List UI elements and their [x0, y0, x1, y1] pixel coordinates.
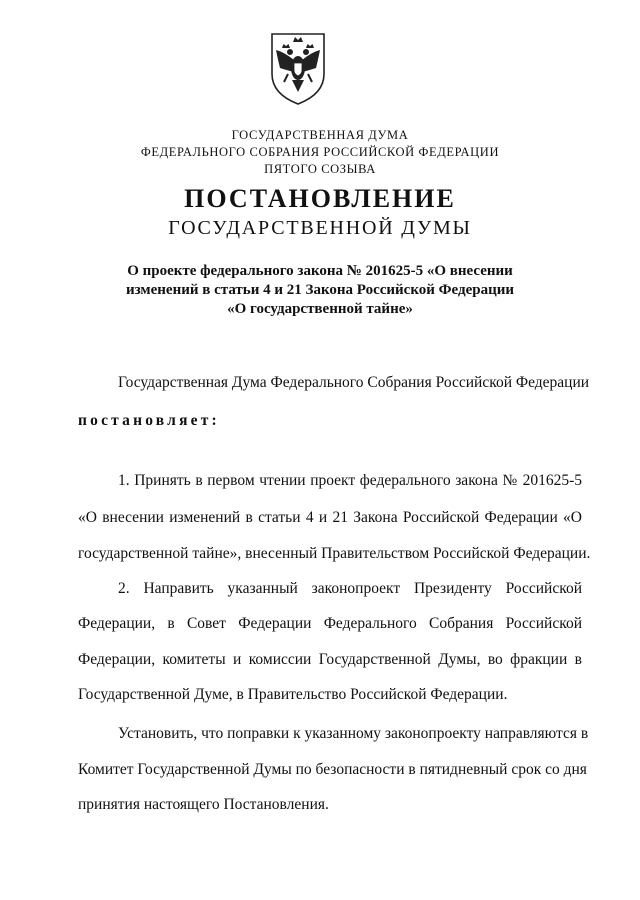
document-subtitle: ГОСУДАРСТВЕННОЙ ДУМЫ: [168, 217, 472, 239]
preamble-text: Государственная Дума Федерального Собрания Российской Федерации: [118, 374, 590, 391]
item2-line: Федерации, в Совет Федерации Федерального Собрания Российской: [78, 615, 582, 632]
item3-line: Комитет Государственной Думы по безопасности в пятидневный срок со дня: [78, 761, 587, 778]
item1-line: 1. Принять в первом чтении проект федерального закона № 201625-5: [118, 472, 582, 489]
item2-line: Государственной Думе, в Правительство Российской Федерации.: [78, 686, 508, 703]
resolves-text: постановляет:: [78, 412, 220, 429]
document-title: ПОСТАНОВЛЕНИЕ: [184, 184, 456, 213]
header-line-convocation: ПЯТОГО СОЗЫВА: [264, 162, 376, 176]
subject-line: «О государственной тайне»: [227, 301, 413, 317]
item1-line: государственной тайне», внесенный Правительством Российской Федерации.: [78, 545, 591, 562]
item2-line: 2. Направить указанный законопроект Президенту Российской: [118, 580, 582, 597]
document-header: [0, 127, 640, 178]
item2-line: Федерации, комитеты и комиссии Государственной Думы, во фракции в: [78, 651, 582, 668]
item1-line: «О внесении изменений в статьи 4 и 21 Закона Российской Федерации «О: [78, 509, 582, 526]
header-line-assembly: ФЕДЕРАЛЬНОГО СОБРАНИЯ РОССИЙСКОЙ ФЕДЕРАЦИИ: [140, 145, 500, 159]
subject-line: изменений в статьи 4 и 21 Закона Российской Федерации: [125, 282, 515, 298]
header-line-duma: ГОСУДАРСТВЕННАЯ ДУМА: [231, 128, 409, 142]
subject-line: О проекте федерального закона № 201625-5 «О внесении: [127, 263, 513, 279]
item3-line: Установить, что поправки к указанному законопроекту направляются в: [118, 725, 589, 742]
russian-coat-of-arms-icon: [268, 30, 328, 106]
item3-line: принятия настоящего Постановления.: [78, 796, 329, 813]
document-subject: [100, 262, 540, 319]
